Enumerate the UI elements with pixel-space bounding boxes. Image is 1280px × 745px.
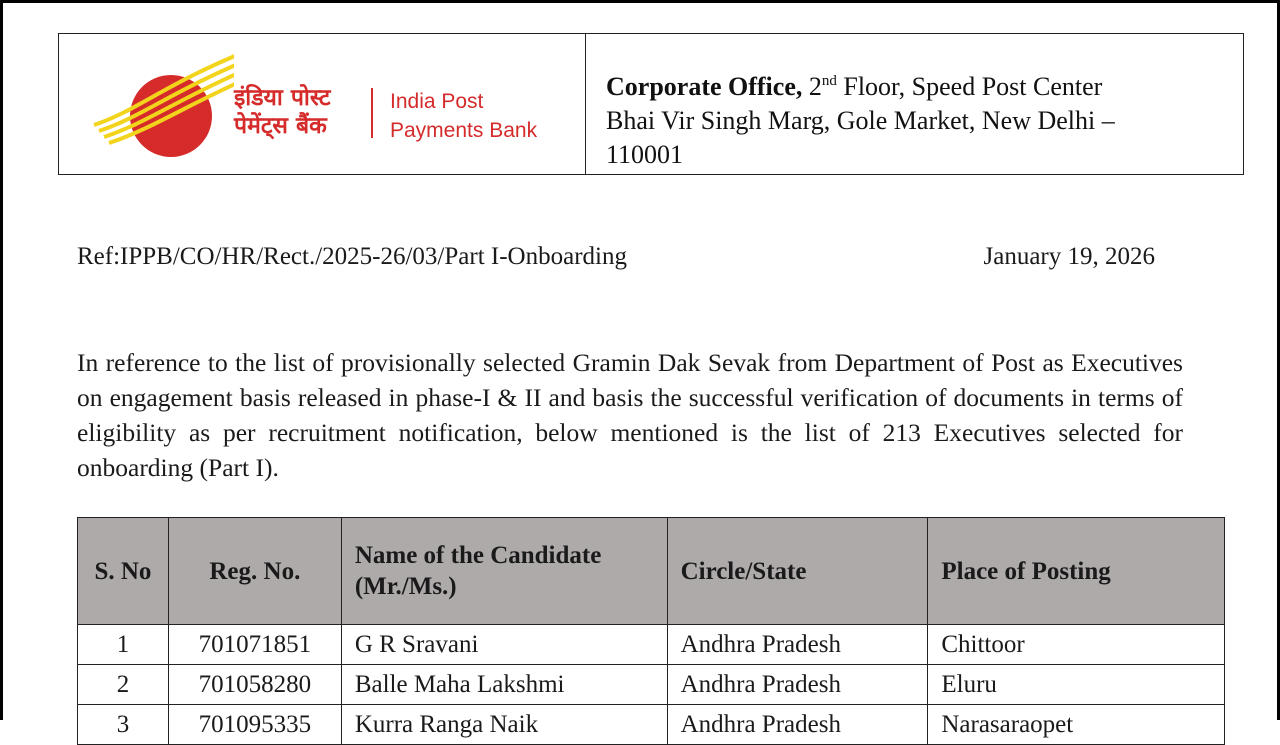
header-reg-no: Reg. No. xyxy=(168,518,341,625)
candidates-table xyxy=(77,517,1225,745)
brand-hindi-line-2: पेमेंट्स बैंक xyxy=(234,113,327,139)
brand-english-line-2: Payments Bank xyxy=(390,119,538,142)
letter-date: January 19, 2026 xyxy=(983,243,1155,270)
cell-circle: Andhra Pradesh xyxy=(667,705,928,745)
cell-name: G R Sravani xyxy=(341,625,667,665)
cell-reg-no: 701095335 xyxy=(168,705,341,745)
intro-paragraph: In reference to the list of provisionally selected Gramin Dak Sevak from Department of Post as Executives on engagement basis released in phase-I & II and basis the successful verification of documents in terms of eligibility as per recruitment notification, below mentioned is the list of 213 Executives selected for onboarding (Part I). xyxy=(77,348,1183,482)
reference-number: Ref:IPPB/CO/HR/Rect./2025-26/03/Part I-Onboarding xyxy=(77,243,627,270)
floor-number: 2 xyxy=(808,72,822,101)
brand-english-line-1: India Post xyxy=(390,90,484,113)
cell-place: Eluru xyxy=(928,665,1225,705)
floor-suffix: nd xyxy=(821,73,837,89)
cell-circle: Andhra Pradesh xyxy=(667,625,928,665)
address-line-2: Bhai Vir Singh Marg, Gole Market, New Delhi – xyxy=(606,106,1115,135)
header-name-line-2: (Mr./Ms.) xyxy=(354,573,457,600)
logo-block xyxy=(59,34,586,174)
brand-hindi-line-1: इंडिया पोस्ट xyxy=(234,85,331,111)
table-header-row xyxy=(78,518,1225,625)
cell-place: Narasaraopet xyxy=(928,705,1225,745)
cell-sno: 1 xyxy=(78,625,169,665)
india-post-logo-icon xyxy=(89,42,234,167)
table-row xyxy=(78,625,1225,665)
cell-circle: Andhra Pradesh xyxy=(667,665,928,705)
address-line-1 xyxy=(606,70,1243,104)
header-candidate-name xyxy=(341,518,667,625)
cell-place: Chittoor xyxy=(928,625,1225,665)
brand-name-hindi xyxy=(234,84,330,140)
table-row xyxy=(78,665,1225,705)
address-line-3: 110001 xyxy=(606,140,684,169)
header-place-of-posting: Place of Posting xyxy=(928,518,1225,625)
header-circle-state: Circle/State xyxy=(667,518,928,625)
brand-name-english xyxy=(390,87,537,145)
office-label: Corporate Office, xyxy=(606,72,803,101)
table-row xyxy=(78,705,1225,745)
cell-sno: 2 xyxy=(78,665,169,705)
cell-reg-no: 701058280 xyxy=(168,665,341,705)
office-address xyxy=(586,34,1243,174)
header-sno: S. No xyxy=(78,518,169,625)
address-line-1-text: Floor, Speed Post Center xyxy=(836,72,1103,101)
cell-sno: 3 xyxy=(78,705,169,745)
reference-line xyxy=(77,243,1155,271)
header-name-line-1: Name of the Candidate xyxy=(354,542,602,569)
logo-divider xyxy=(371,88,373,138)
cell-name: Balle Maha Lakshmi xyxy=(341,665,667,705)
cell-reg-no: 701071851 xyxy=(168,625,341,665)
cell-name: Kurra Ranga Naik xyxy=(341,705,667,745)
letterhead xyxy=(58,33,1244,175)
